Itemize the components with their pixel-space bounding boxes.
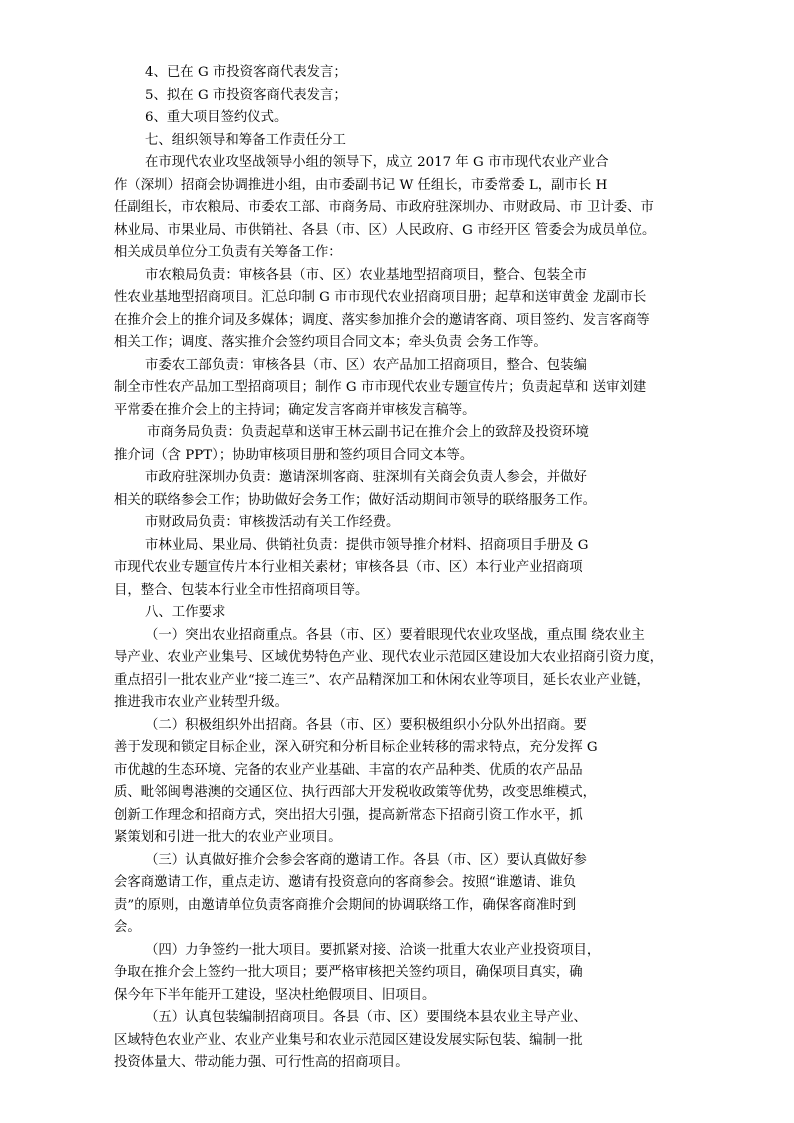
text-line: 会客商邀请工作，重点走访、邀请有投资意向的客商参会。按照“谁邀请、谁负 xyxy=(114,875,577,890)
text-line: （五）认真包装编制招商项目。各县（市、区）要围绕本县农业主导产业、 xyxy=(145,1010,587,1025)
text-line: 作（深圳）招商会协调推进小组，由市委副书记 W 任组长，市委常委 L，副市长 H xyxy=(114,178,608,193)
text-line: 市商务局负责：负责起草和送审王林云副书记在推介会上的致辞及投资环境 xyxy=(147,425,589,440)
text-line: 相关的联络参会工作；协助做好会务工作；做好活动期间市领导的联络服务工作。 xyxy=(114,493,597,508)
text-line: 市农粮局负责：审核各县（市、区）农业基地型招商项目，整合、包装全市 xyxy=(145,268,587,283)
text-line: 推介词（含 PPT）；协助审核项目册和签约项目合同文本等。 xyxy=(114,448,474,463)
text-line: 区域特色农业产业、农业产业集号和农业示范园区建设发展实际包装、编制一批 xyxy=(114,1033,583,1048)
section-heading: 八、工作要求 xyxy=(145,605,226,620)
text-line: 导产业、农业产业集号、区域优势特色产业、现代农业示范园区建设加大农业招商引资力度， xyxy=(114,650,664,665)
text-line: 相关工作；调度、落实推介会签约项目合同文本；牵头负责 会务工作等。 xyxy=(114,335,547,350)
text-line: 市优越的生态环境、完备的农业产业基础、丰富的农产品种类、优质的农产品品 xyxy=(114,763,583,778)
text-line: 争取在推介会上签约一批大项目；要严格审核把关签约项目，确保项目真实，确 xyxy=(114,965,583,980)
text-line: 市委农工部负责：审核各县（市、区）农产品加工招商项目，整合、包装编 xyxy=(145,358,587,373)
text-line: 林业局、市果业局、市供销社、各县（市、区）人民政府、G 市经开区 管委会为成员单位。 xyxy=(114,223,656,238)
text-line: 推进我市农业产业转型升级。 xyxy=(114,695,289,710)
text-line: 目，整合、包装本行业全市性招商项目等。 xyxy=(114,583,369,598)
text-line: 市林业局、果业局、供销社负责：提供市领导推介材料、招商项目手册及 G xyxy=(145,538,589,553)
text-line: 5、拟在 G 市投资客商代表发言； xyxy=(145,88,347,103)
text-line: 市现代农业专题宣传片本行业相关素材；审核各县（市、区）本行业产业招商项 xyxy=(114,560,583,575)
text-line: （三）认真做好推介会参会客商的邀请工作。各县（市、区）要认真做好参 xyxy=(145,853,587,868)
text-line: 在市现代农业攻坚战领导小组的领导下，成立 2017 年 G 市市现代农业产业合 xyxy=(145,155,609,170)
text-line: 性农业基地型招商项目。汇总印制 G 市市现代农业招商项目册；起草和送审黄金 龙副市长 xyxy=(114,290,647,305)
text-line: 6、重大项目签约仪式。 xyxy=(145,110,288,125)
text-line: 制全市性农产品加工型招商项目；制作 G 市市现代农业专题宣传片；负责起草和 送审刘建 xyxy=(114,380,647,395)
text-line: 紧策划和引进一批大的农业产业项目。 xyxy=(114,830,342,845)
section-heading: 七、组织领导和筹备工作责任分工 xyxy=(145,133,346,148)
text-line: 质、毗邻闽粤港澳的交通区位、执行西部大开发税收政策等优势，改变思维模式， xyxy=(114,785,597,800)
text-line: 重点招引一批农业产业“接二连三”、农产品精深加工和休闲农业等项目，延长农业产业链， xyxy=(114,673,650,688)
text-line: 善于发现和锁定目标企业，深入研究和分析目标企业转移的需求特点，充分发挥 G xyxy=(114,740,598,755)
text-line: 相关成员单位分工负责有关筹备工作： xyxy=(114,245,342,260)
text-line: 创新工作理念和招商方式，突出招大引强，提高新常态下招商引资工作水平，抓 xyxy=(114,808,583,823)
text-line: （二）积极组织外出招商。各县（市、区）要积极组织小分队外出招商。要 xyxy=(145,718,587,733)
text-line: 在推介会上的推介词及多媒体；调度、落实参加推介会的邀请客商、项目签约、发言客商等 xyxy=(114,313,650,328)
text-line: （一）突出农业招商重点。各县（市、区）要着眼现代农业攻坚战，重点围 绕农业主 xyxy=(145,628,645,643)
text-line: 投资体量大、带动能力强、可行性高的招商项目。 xyxy=(114,1055,409,1070)
text-line: 任副组长，市农粮局、市委农工部、市商务局、市政府驻深圳办、市财政局、市 卫计委、市 xyxy=(114,200,654,215)
text-line: 市政府驻深圳办负责：邀请深圳客商、驻深圳有关商会负责人参会，并做好 xyxy=(145,470,587,485)
text-line: 保今年下半年能开工建设，坚决杜绝假项目、旧项目。 xyxy=(114,988,436,1003)
text-line: （四）力争签约一批大项目。要抓紧对接、洽谈一批重大农业产业投资项目， xyxy=(145,943,601,958)
text-line: 责”的原则，由邀请单位负责客商推介会期间的协调联络工作，确保客商准时到 xyxy=(114,898,577,913)
text-line: 市财政局负责：审核拨活动有关工作经费。 xyxy=(145,515,400,530)
text-line: 会。 xyxy=(114,920,141,935)
text-line: 平常委在推介会上的主持词；确定发言客商并审核发言稿等。 xyxy=(114,403,476,418)
text-line: 4、已在 G 市投资客商代表发言； xyxy=(145,65,347,80)
